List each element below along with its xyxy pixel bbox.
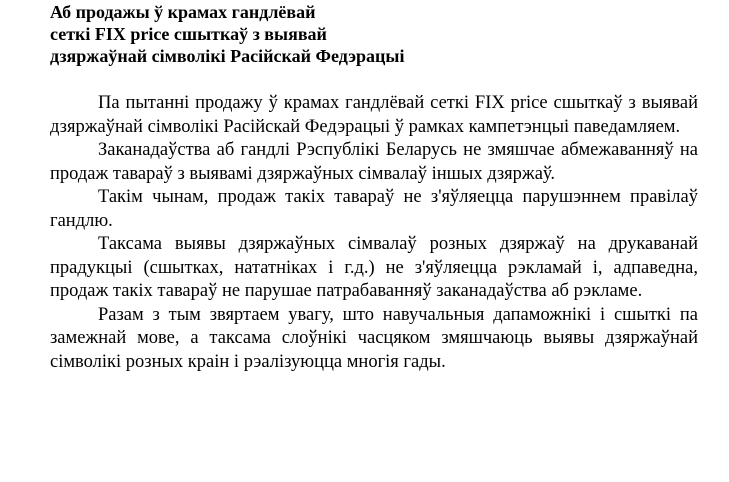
paragraph: Заканадаўства аб гандлі Рэспублікі Беларусь не змяшчае абмежаванняў на продаж тавараў з выявамі дзяржаўных сімвалаў іншых дзяржаў. bbox=[50, 140, 698, 184]
paragraph: Разам з тым звяртаем увагу, што навучальныя дапаможнікі і сшыткі па замежнай мове, а таксама слоўнікі часцяком змяшчаюць выявы дзяржаўнай сімволікі розных краін і рэалізуюцца многія гады. bbox=[50, 304, 698, 372]
paragraph: Такім чынам, продаж такіх тавараў не з'яўляецца парушэннем правілаў гандлю. bbox=[50, 187, 698, 231]
title-line: дзяржаўнай сімволікі Расійскай Федэрацыі bbox=[50, 46, 405, 66]
document-body bbox=[50, 92, 698, 374]
title-line: Аб продажы ў крамах гандлёвай bbox=[50, 2, 316, 22]
paragraph: Таксама выявы дзяржаўных сімвалаў розных дзяржаў на друкаванай прадукцыі (сшытках, нататніках і г.д.) не з'яўляецца рэкламай і, адпаведна, продаж такіх тавараў не парушае патрабаванняў заканадаўства аб рэкламе. bbox=[50, 234, 698, 301]
document-title bbox=[50, 0, 698, 67]
document-page bbox=[50, 0, 698, 374]
paragraph: Па пытанні продажу ў крамах гандлёвай сеткі FIX price сшыткаў з выявай дзяржаўнай сімволікі Расійскай Федэрацыі ў рамках кампетэнцыі паведамляем. bbox=[50, 93, 698, 137]
title-line: сеткі FIX price сшыткаў з выявай bbox=[50, 24, 327, 44]
